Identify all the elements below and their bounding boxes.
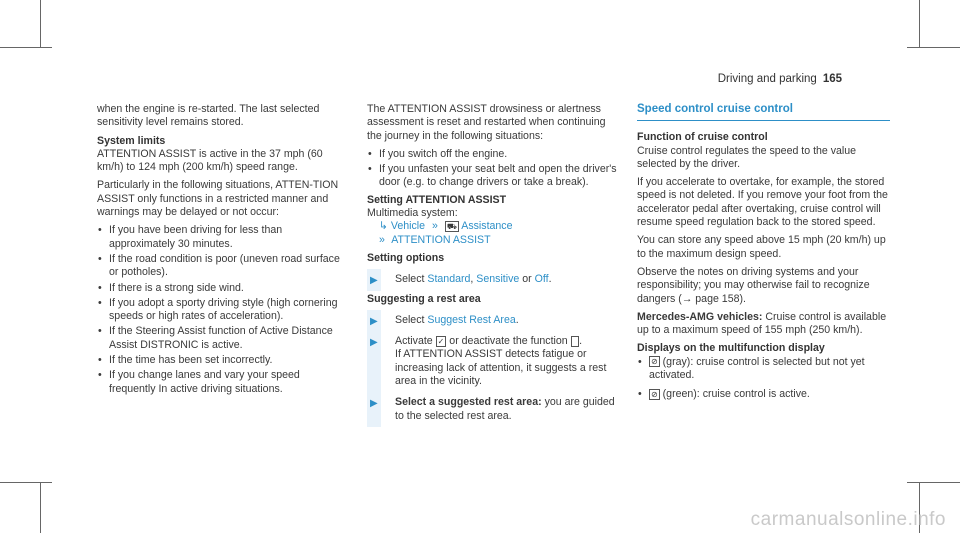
checkbox-empty-icon: [571, 336, 579, 347]
suggest-heading: Suggesting a rest area: [367, 292, 481, 305]
column-3: [637, 103, 890, 406]
display-list: [637, 356, 890, 402]
reset-list: [367, 148, 619, 190]
column-2: [367, 103, 619, 429]
step: [367, 396, 619, 423]
path-separator-icon: »: [379, 233, 385, 246]
item-text: (green): cruise control is active.: [662, 388, 810, 401]
page-header: [718, 73, 842, 85]
watermark: carmanualsonline.info: [750, 509, 946, 530]
list-item: • If the time has been set incorrectly.: [97, 354, 347, 367]
crop-mark: [907, 482, 960, 483]
step-text: you are guided to the selected rest area.: [395, 396, 615, 422]
limits-list: [97, 224, 347, 396]
step-arrow-icon: ▶: [370, 337, 378, 349]
paragraph: Observe the notes on driving systems and your responsibility; you may otherwise fail to recognize dangers (→ page 158).: [637, 265, 870, 305]
step-bold-text: Select a suggested rest area:: [395, 396, 542, 409]
header-section: Driving and parking: [717, 73, 817, 85]
car-assist-icon: ⛟: [446, 222, 457, 232]
list-item: • If the Steering Assist function of Active Distance Assist DISTRONIC is active.: [97, 325, 347, 352]
crop-mark: [0, 47, 52, 48]
step-text: or deactivate the function: [449, 335, 568, 348]
option-off[interactable]: Off: [534, 273, 549, 286]
cruise-control-icon: ⊘: [651, 357, 658, 367]
crop-mark: [40, 0, 41, 48]
list-item: • If you change lanes and vary your speed frequently In active driving situations.: [97, 369, 347, 396]
step: ▶ Activate ✓ or deactivate the function . If ATTENTION ASSIST detects fatigue or increasing lack of attention, it suggests a rest area in the vicinity.: [367, 335, 619, 388]
step: ▶ Select Suggest Rest Area.: [367, 314, 619, 327]
column-1: [97, 103, 347, 400]
item-text: (gray): cruise control is selected but not yet activated.: [649, 355, 865, 382]
multimedia-label: Multimedia system:: [367, 207, 458, 220]
list-item: • If you switch off the engine.: [367, 148, 619, 161]
option-standard[interactable]: Standard: [427, 273, 471, 286]
step: ▶ Select Standard, Sensitive or Off.: [367, 273, 619, 286]
paragraph: The ATTENTION ASSIST drowsiness or alertness assessment is reset and restarted when continuing the journey in the following situations:: [367, 103, 606, 142]
function-heading: Function of cruise control: [637, 131, 768, 144]
step-text: or: [522, 273, 532, 286]
page-number: 165: [822, 73, 842, 85]
paragraph: ATTENTION ASSIST is active in the 37 mph (60 km/h) to 124 mph (200 km/h) speed range.: [97, 147, 323, 174]
crop-mark: [907, 47, 960, 48]
step-text: Select: [395, 313, 425, 326]
displays-heading: Displays on the multifunction display: [637, 342, 825, 355]
paragraph: You can store any speed above 15 mph (20 km/h) up to the maximum design speed.: [637, 234, 886, 260]
list-item: [637, 388, 890, 401]
menu-attention-assist[interactable]: ATTENTION ASSIST: [391, 233, 491, 246]
paragraph: when the engine is re-started. The last selected sensitivity level remains stored.: [97, 103, 320, 129]
menu-path-2: [367, 234, 619, 247]
crop-mark: [40, 482, 41, 533]
step-arrow-icon: ▶: [370, 398, 378, 410]
menu-assistance[interactable]: Assistance: [461, 220, 513, 233]
step-arrow-icon: ▶: [370, 315, 378, 327]
list-item: • If there is a strong side wind.: [97, 282, 347, 295]
amg-label: Mercedes-AMG vehicles:: [637, 310, 763, 323]
option-sensitive[interactable]: Sensitive: [476, 273, 520, 286]
paragraph: Cruise control regulates the speed to the value selected by the driver.: [637, 144, 857, 170]
paragraph: If you accelerate to overtake, for example, the stored speed is not deleted. If you remove your foot from the accelerator pedal after overtaking, cruise control will resume speed regulation back to the stored speed.: [637, 176, 888, 229]
list-item: • If you unfasten your seat belt and open the driver's door (e.g. to change drivers or take a break).: [367, 163, 619, 190]
system-limits-heading: System limits: [97, 134, 166, 147]
amg-text: Cruise control is available up to a maximum speed of 155 mph (250 km/h).: [637, 310, 887, 337]
crop-mark: [919, 0, 920, 48]
crop-mark: [0, 482, 52, 483]
submenu-arrow-icon: ↳: [379, 220, 388, 233]
section-title: Speed control cruise control: [637, 103, 890, 121]
list-item: • If you adopt a sporty driving style (high cornering speeds or high rates of acceleration).: [97, 297, 347, 324]
list-item: [637, 356, 890, 383]
step-text: If ATTENTION ASSIST detects fatigue or increasing lack of attention, it suggests a rest area in the vicinity.: [395, 348, 607, 388]
paragraph: Particularly in the following situations, ATTEN-TION ASSIST only functions in a restricted manner and warnings may be delayed or not occur:: [97, 179, 339, 219]
cruise-control-icon: ⊘: [651, 390, 658, 400]
checkbox-checked-icon: ✓: [437, 336, 445, 346]
menu-vehicle[interactable]: Vehicle: [390, 220, 426, 233]
list-item: • If you have been driving for less than approximately 30 minutes.: [97, 224, 347, 251]
step-text: Select: [395, 273, 425, 286]
setting-heading: Setting ATTENTION ASSIST: [367, 193, 507, 206]
options-heading: Setting options: [367, 251, 445, 264]
menu-path: [367, 220, 619, 233]
step-arrow-icon: ▶: [370, 275, 378, 287]
list-item: • If the road condition is poor (uneven road surface or potholes).: [97, 253, 347, 280]
paragraph: [637, 311, 890, 338]
option-suggest-rest-area[interactable]: Suggest Rest Area: [427, 313, 516, 326]
step-text: Activate: [395, 335, 433, 348]
path-separator-icon: »: [431, 220, 438, 233]
